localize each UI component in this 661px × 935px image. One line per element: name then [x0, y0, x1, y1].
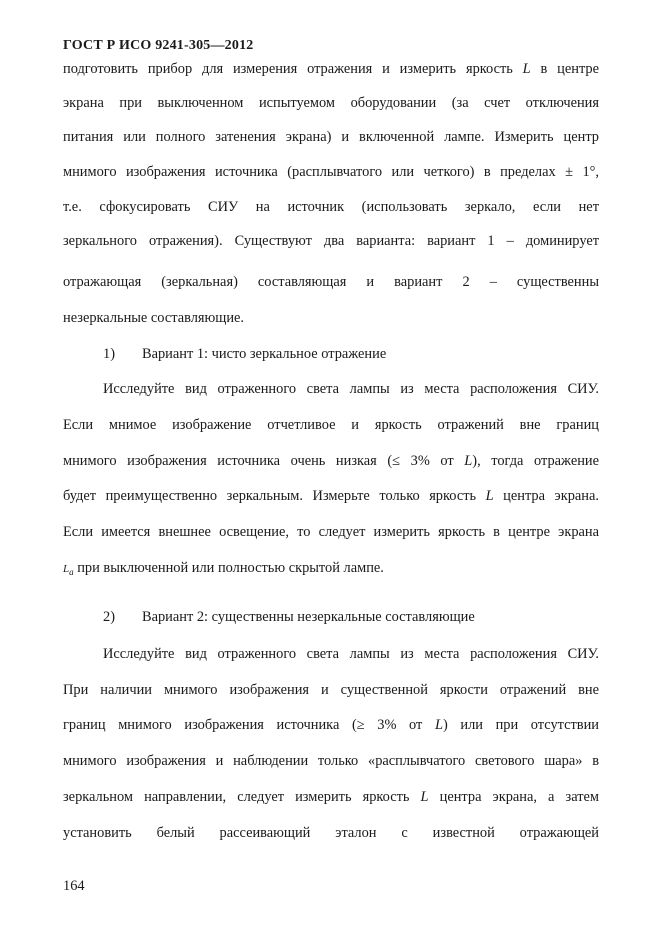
para2-line-4-b: центра экрана.	[493, 488, 599, 504]
para3-line-3	[63, 716, 599, 734]
para2-line-4-a: будет преимущественно зеркальным. Измерьте только яркость	[63, 488, 486, 504]
para3-line-4: мнимого изображения и наблюдении только «расплывчатого светового шара» в	[63, 753, 599, 769]
luminance-ambient-subscript: a	[69, 567, 74, 577]
para2-line-6-b: при выключенной или полностью скрытой лампе.	[73, 560, 384, 576]
para3-line-2: При наличии мнимого изображения и существенной яркости отражений вне	[63, 682, 599, 698]
para2-line-6	[63, 559, 384, 581]
para1-line-7: отражающая (зеркальная) составляющая и вариант 2 – существенны	[63, 274, 599, 290]
para1-line-1-text: подготовить прибор для измерения отражения и измерить яркость L в центре	[63, 61, 600, 77]
para1-line-3: питания или полного затенения экрана) и включенной лампе. Измерить центр	[63, 129, 599, 145]
item2-title: Вариант 2: существенны незеркальные составляющие	[142, 609, 475, 625]
para3-line-5-b: центра экрана, а затем	[428, 789, 599, 805]
para1-line-8: незеркальные составляющие.	[63, 310, 245, 326]
para3-line-3-b: ) или при отсутствии	[442, 717, 599, 733]
page-number: 164	[63, 878, 85, 894]
luminance-var: L	[485, 488, 494, 504]
item1-number: 1)	[103, 346, 115, 362]
document-header: ГОСТ Р ИСО 9241-305—2012	[63, 38, 254, 53]
luminance-var: L	[434, 717, 443, 733]
para1-line-2: экрана при выключенном испытуемом оборудовании (за счет отключения	[63, 95, 599, 111]
para2-line-3-a: мнимого изображения источника очень низкая (≤ 3% от	[63, 453, 465, 469]
para2-line-3-b: ), тогда отражение	[472, 453, 599, 469]
para1-line-6: зеркального отражения). Существуют два варианта: вариант 1 – доминирует	[63, 233, 599, 249]
para2-line-1: Исследуйте вид отраженного света лампы из места расположения СИУ.	[103, 381, 599, 397]
para3-line-1: Исследуйте вид отраженного света лампы из места расположения СИУ.	[103, 646, 599, 662]
para1-line-4: мнимого изображения источника (расплывчатого или четкого) в пределах ± 1°,	[63, 164, 599, 180]
luminance-var: L	[464, 453, 473, 469]
para3-line-5-a: зеркальном направлении, следует измерить яркость	[63, 789, 421, 805]
para2-line-5: Если имеется внешнее освещение, то следует измерить яркость в центре экрана	[63, 524, 599, 540]
item2-number: 2)	[103, 609, 115, 625]
para3-line-6: установить белый рассеивающий эталон с известной отражающей	[63, 825, 599, 841]
para3-line-5	[63, 788, 599, 806]
luminance-ambient-var	[63, 563, 74, 575]
luminance-ambient-symbol: L	[63, 563, 70, 575]
para1-line-5: т.е. сфокусировать СИУ на источник (использовать зеркало, если нет	[63, 199, 599, 215]
para2-line-2: Если мнимое изображение отчетливое и яркость отражений вне границ	[63, 417, 599, 433]
para3-line-3-a: границ мнимого изображения источника (≥ 3% от	[63, 717, 435, 733]
item1-title: Вариант 1: чисто зеркальное отражение	[142, 346, 387, 362]
para2-line-4	[63, 487, 599, 505]
para2-line-3	[63, 452, 599, 470]
para1-line-1	[63, 60, 599, 78]
luminance-var: L	[522, 61, 531, 77]
luminance-var: L	[420, 789, 429, 805]
